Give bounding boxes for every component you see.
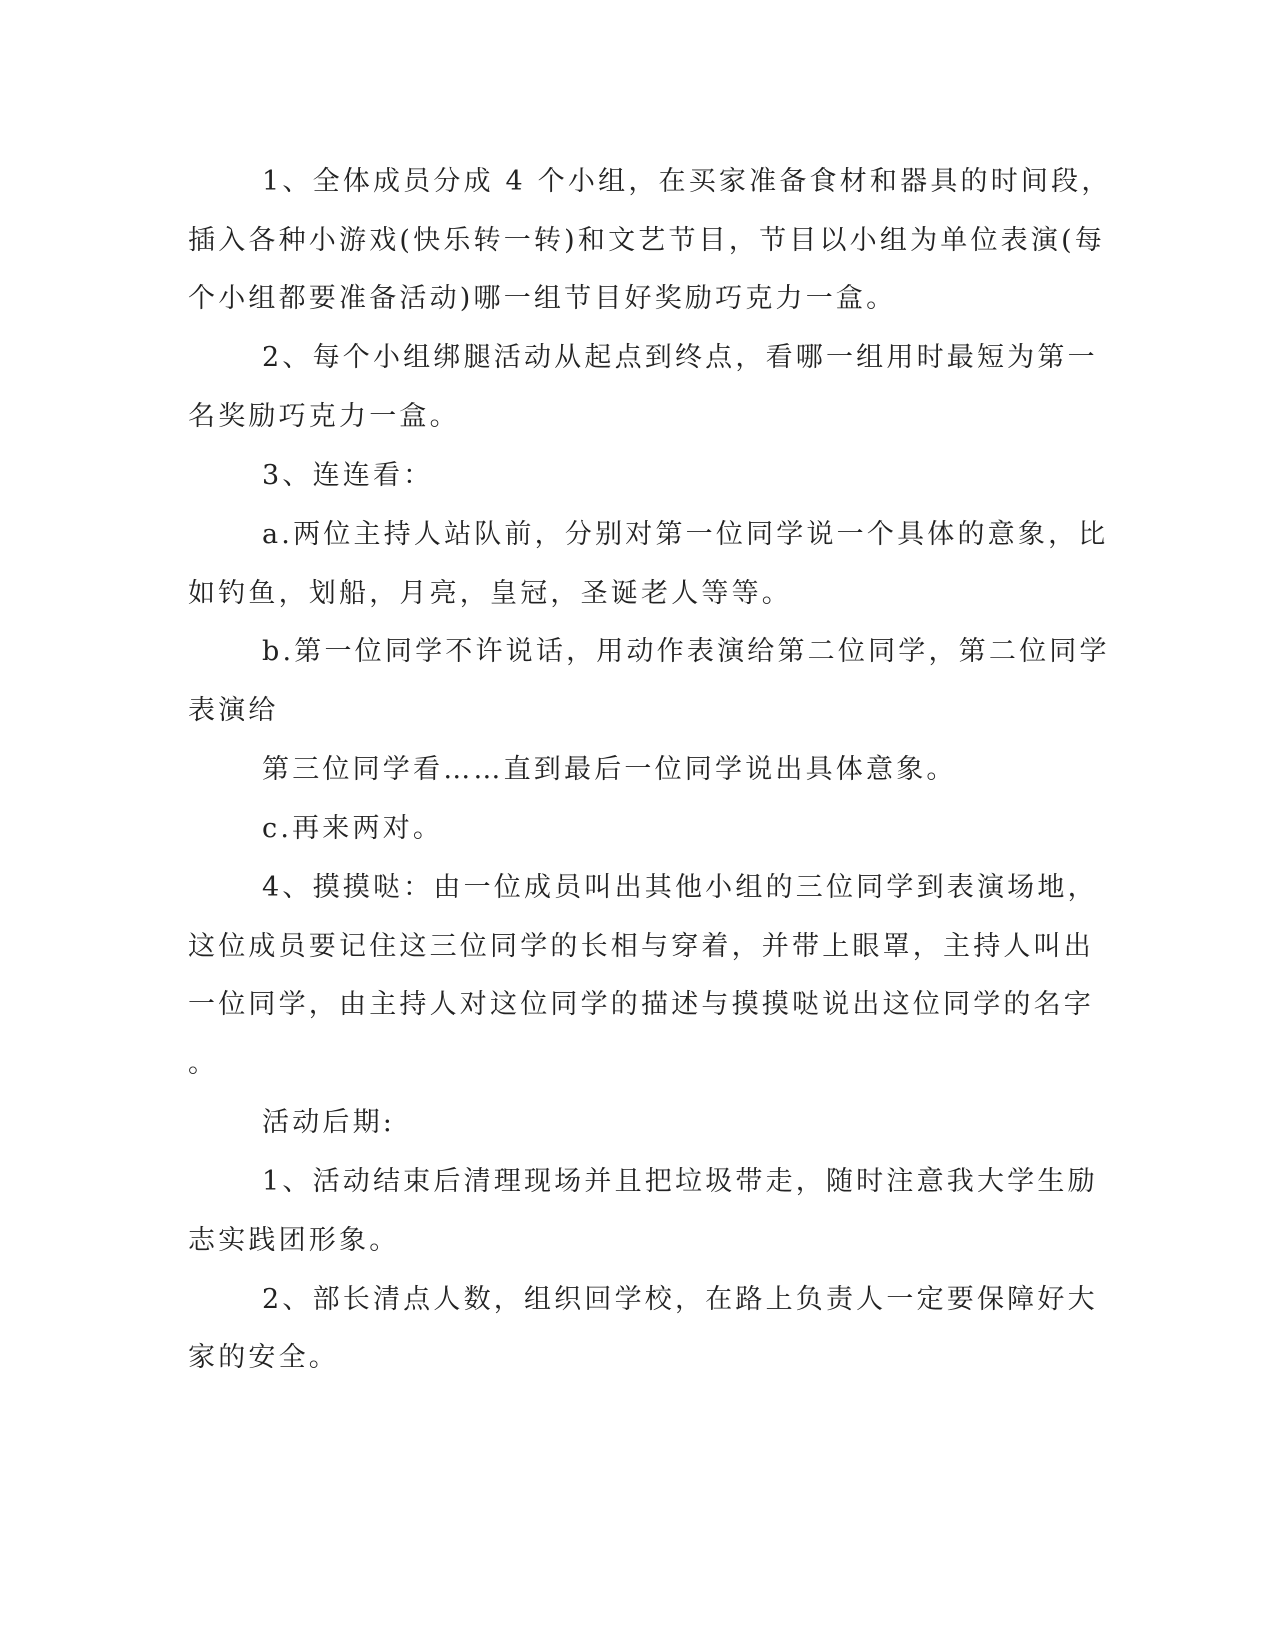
item-a-line-2: 如钓鱼，划船，月亮，皇冠，圣诞老人等等。 <box>188 578 792 609</box>
paragraph-1-line-2: 插入各种小游戏(快乐转一转)和文艺节目，节目以小组为单位表演(每 <box>188 225 1105 256</box>
post-item-1-line-1: 1、活动结束后清理现场并且把垃圾带走，随时注意我大学生励 <box>262 1166 1098 1197</box>
item-a-line-1: a.两位主持人站队前，分别对第一位同学说一个具体的意象，比 <box>262 519 1109 550</box>
paragraph-1-line-1: 1、全体成员分成 4 个小组，在买家准备食材和器具的时间段， <box>262 166 1112 197</box>
paragraph-4-line-1: 4、摸摸哒：由一位成员叫出其他小组的三位同学到表演场地， <box>262 872 1098 903</box>
section-heading-post-activity: 活动后期: <box>262 1107 396 1138</box>
post-item-1-line-2: 志实践团形象。 <box>188 1225 400 1256</box>
item-b-line-2: 表演给 <box>188 695 279 726</box>
paragraph-4-line-4: 。 <box>188 1048 219 1079</box>
item-b-line-1: b.第一位同学不许说话，用动作表演给第二位同学，第二位同学 <box>262 636 1110 667</box>
post-item-2-line-1: 2、部长清点人数，组织回学校，在路上负责人一定要保障好大 <box>262 1284 1098 1315</box>
item-b-line-3: 第三位同学看……直到最后一位同学说出具体意象。 <box>262 754 957 785</box>
item-c: c.再来两对。 <box>262 813 444 844</box>
post-item-2-line-2: 家的安全。 <box>188 1342 339 1373</box>
paragraph-2-line-1: 2、每个小组绑腿活动从起点到终点，看哪一组用时最短为第一 <box>262 342 1098 373</box>
paragraph-4-line-3: 一位同学，由主持人对这位同学的描述与摸摸哒说出这位同学的名字 <box>188 989 1094 1020</box>
paragraph-1-line-3: 个小组都要准备活动)哪一组节目好奖励巧克力一盒。 <box>188 283 897 314</box>
paragraph-2-line-2: 名奖励巧克力一盒。 <box>188 401 460 432</box>
paragraph-3-heading: 3、连连看： <box>262 460 434 491</box>
paragraph-4-line-2: 这位成员要记住这三位同学的长相与穿着，并带上眼罩，主持人叫出 <box>188 931 1094 962</box>
